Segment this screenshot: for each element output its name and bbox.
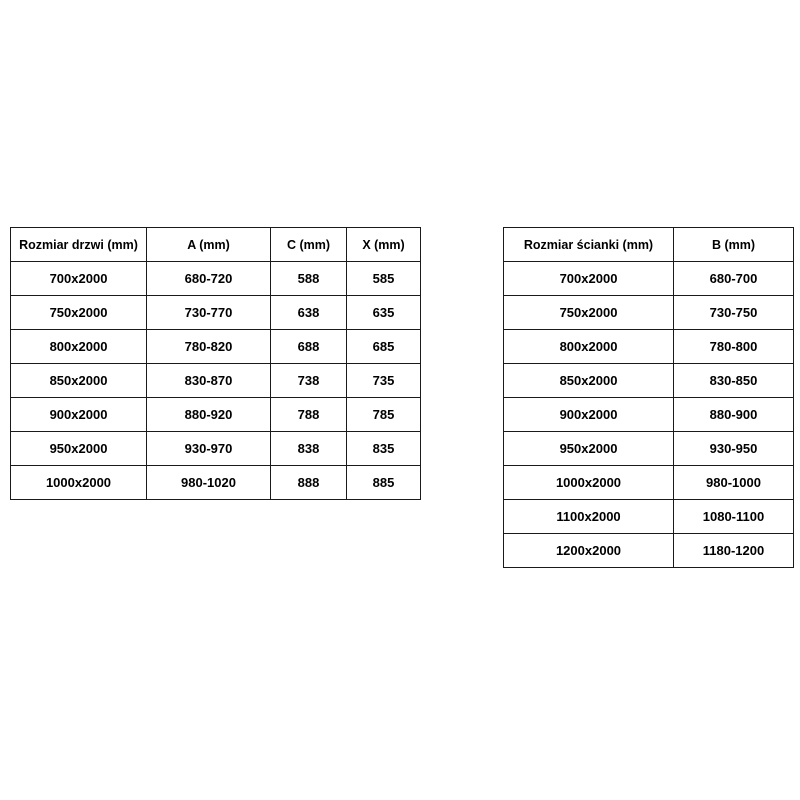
cell-c: 588 (271, 262, 347, 296)
cell-door-size: 700x2000 (11, 262, 147, 296)
cell-door-size: 950x2000 (11, 432, 147, 466)
door-size-table-head (11, 228, 421, 262)
cell-door-size: 1000x2000 (11, 466, 147, 500)
table-row (11, 466, 421, 500)
cell-b: 980-1000 (674, 466, 794, 500)
cell-b: 880-900 (674, 398, 794, 432)
cell-c: 638 (271, 296, 347, 330)
column-header-b: B (mm) (674, 228, 794, 262)
cell-door-size: 800x2000 (11, 330, 147, 364)
cell-door-size: 750x2000 (11, 296, 147, 330)
cell-b: 780-800 (674, 330, 794, 364)
column-header-c: C (mm) (271, 228, 347, 262)
cell-c: 838 (271, 432, 347, 466)
cell-wall-size: 850x2000 (504, 364, 674, 398)
cell-x: 635 (347, 296, 421, 330)
table-row (11, 296, 421, 330)
column-header-x: X (mm) (347, 228, 421, 262)
door-size-table (10, 227, 421, 500)
cell-wall-size: 750x2000 (504, 296, 674, 330)
cell-c: 738 (271, 364, 347, 398)
cell-c: 888 (271, 466, 347, 500)
cell-a: 830-870 (147, 364, 271, 398)
table-row (11, 364, 421, 398)
cell-a: 730-770 (147, 296, 271, 330)
cell-a: 980-1020 (147, 466, 271, 500)
cell-x: 835 (347, 432, 421, 466)
cell-x: 735 (347, 364, 421, 398)
wall-size-table-head (504, 228, 794, 262)
table-row (504, 296, 794, 330)
table-row (504, 500, 794, 534)
cell-a: 930-970 (147, 432, 271, 466)
cell-a: 780-820 (147, 330, 271, 364)
cell-wall-size: 900x2000 (504, 398, 674, 432)
cell-wall-size: 800x2000 (504, 330, 674, 364)
cell-x: 685 (347, 330, 421, 364)
cell-b: 1180-1200 (674, 534, 794, 568)
cell-wall-size: 700x2000 (504, 262, 674, 296)
cell-c: 788 (271, 398, 347, 432)
cell-x: 585 (347, 262, 421, 296)
wall-size-table-body (504, 262, 794, 568)
table-row (504, 364, 794, 398)
cell-door-size: 900x2000 (11, 398, 147, 432)
column-header-door-size: Rozmiar drzwi (mm) (11, 228, 147, 262)
table-row (504, 432, 794, 466)
door-size-table-body (11, 262, 421, 500)
cell-x: 785 (347, 398, 421, 432)
table-row (11, 398, 421, 432)
cell-b: 830-850 (674, 364, 794, 398)
cell-b: 930-950 (674, 432, 794, 466)
cell-a: 680-720 (147, 262, 271, 296)
cell-b: 680-700 (674, 262, 794, 296)
wall-size-table (503, 227, 794, 568)
table-row (504, 466, 794, 500)
cell-wall-size: 1100x2000 (504, 500, 674, 534)
cell-wall-size: 1200x2000 (504, 534, 674, 568)
table-row (11, 262, 421, 296)
table-row (11, 432, 421, 466)
table-header-row (504, 228, 794, 262)
cell-wall-size: 1000x2000 (504, 466, 674, 500)
cell-door-size: 850x2000 (11, 364, 147, 398)
table-row (11, 330, 421, 364)
cell-wall-size: 950x2000 (504, 432, 674, 466)
table-row (504, 534, 794, 568)
column-header-a: A (mm) (147, 228, 271, 262)
cell-c: 688 (271, 330, 347, 364)
table-row (504, 330, 794, 364)
column-header-wall-size: Rozmiar ścianki (mm) (504, 228, 674, 262)
table-header-row (11, 228, 421, 262)
table-row (504, 262, 794, 296)
cell-x: 885 (347, 466, 421, 500)
cell-b: 730-750 (674, 296, 794, 330)
table-row (504, 398, 794, 432)
cell-a: 880-920 (147, 398, 271, 432)
cell-b: 1080-1100 (674, 500, 794, 534)
